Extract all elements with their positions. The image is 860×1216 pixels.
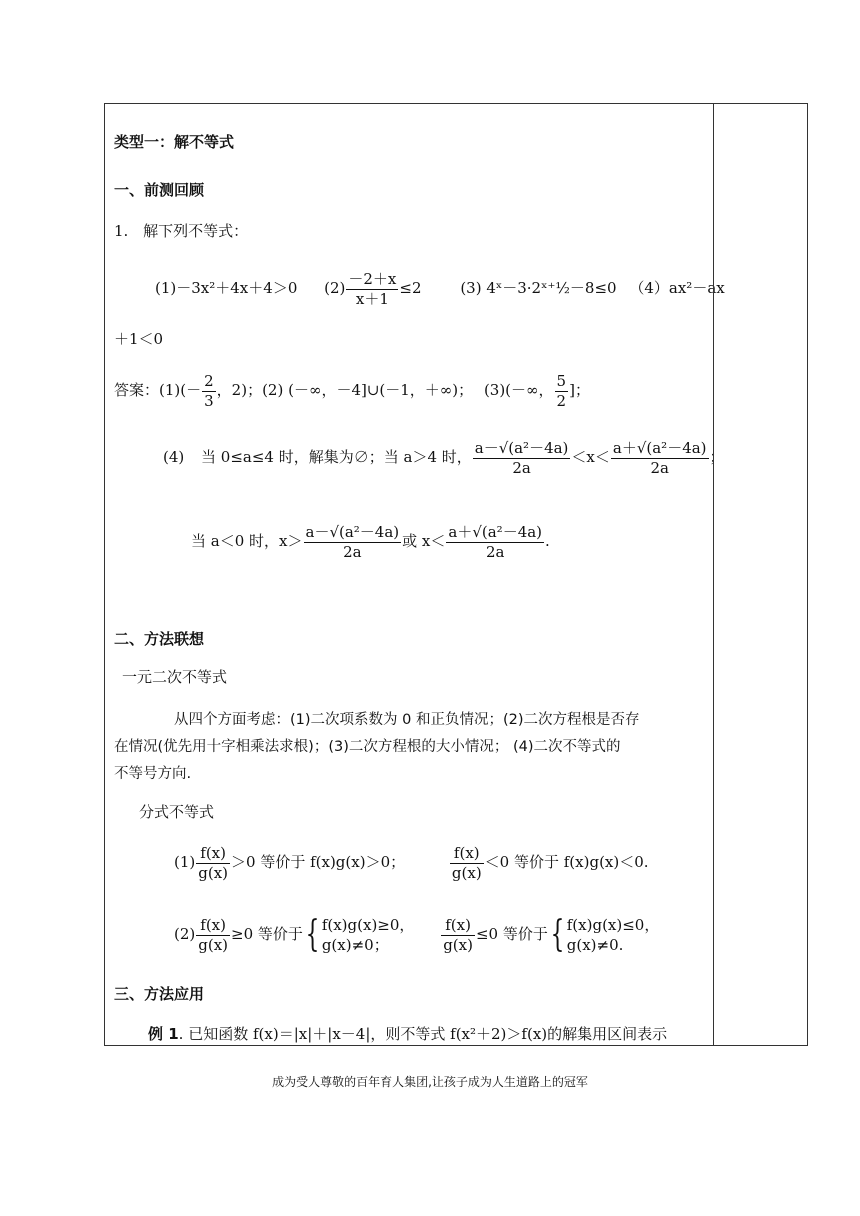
section-pretest-title: 一、前测回顾 bbox=[114, 181, 205, 199]
frac-rule-2b-fraction bbox=[441, 917, 475, 954]
answer-1-denominator: 3 bbox=[204, 391, 214, 410]
problem-2-fraction bbox=[346, 271, 398, 308]
answer-4-label: (4) bbox=[163, 448, 185, 466]
case2-root-plus-fraction bbox=[446, 524, 544, 561]
quadratic-line-2: 在情况(优先用十字相乘法求根)；(3)二次方程根的大小情况； (4)二次不等式的 bbox=[114, 739, 621, 755]
frac-rule-1a: ＞0 等价于 f(x)g(x)＞0； bbox=[231, 853, 406, 871]
case-b-1: f(x)g(x)≤0， bbox=[566, 916, 660, 934]
between-sign: ＜x＜ bbox=[571, 448, 610, 466]
problem-2-label: (2) bbox=[324, 279, 346, 297]
example-1 bbox=[148, 1025, 667, 1043]
quadratic-title: 一元二次不等式 bbox=[122, 668, 228, 686]
case2-root-minus-denominator: 2a bbox=[343, 542, 362, 561]
gx-denominator-d: g(x) bbox=[443, 935, 473, 954]
answer-row-5 bbox=[191, 519, 550, 563]
root-plus-denominator: 2a bbox=[650, 458, 669, 477]
section-method-title: 二、方法联想 bbox=[114, 630, 205, 648]
question-1 bbox=[114, 222, 248, 240]
case2-root-minus-numerator: a－√(a²－4a) bbox=[305, 522, 400, 541]
problem-2-denominator: x＋1 bbox=[355, 289, 389, 308]
case-b-2: g(x)≠0. bbox=[566, 936, 624, 954]
answer-3-denominator: 2 bbox=[556, 391, 567, 410]
content-table bbox=[104, 103, 808, 1046]
problem-2-rhs: ≤2 bbox=[399, 279, 422, 297]
quadratic-line-1: 从四个方面考虑：(1)二次项系数为 0 和正负情况；(2)二次方程根是否存 bbox=[174, 712, 640, 728]
frac-rule-2-label: (2) bbox=[174, 925, 196, 943]
root-minus-denominator: 2a bbox=[512, 458, 531, 477]
answer-row-4 bbox=[163, 435, 725, 479]
fx-numerator-b: f(x) bbox=[450, 845, 484, 864]
answer-row-1 bbox=[114, 368, 590, 412]
question-text: 解下列不等式： bbox=[143, 222, 249, 240]
example-1-label: 例 1 bbox=[148, 1025, 179, 1043]
problems-row bbox=[155, 267, 725, 309]
root-minus-numerator: a－√(a²－4a) bbox=[474, 438, 569, 457]
problem-1-label: (1) bbox=[155, 279, 177, 297]
cases-b bbox=[567, 915, 660, 955]
answer-1-fraction bbox=[202, 373, 216, 410]
gx-denominator-b: g(x) bbox=[451, 863, 482, 882]
case2-root-plus-numerator: a＋√(a²－4a) bbox=[448, 522, 543, 541]
problem-1-expr: －3x²＋4x＋4＞0 bbox=[176, 279, 298, 297]
problem-2-numerator: －2＋x bbox=[348, 269, 397, 288]
gx-denominator: g(x) bbox=[198, 863, 229, 882]
frac-rule-1b: ＜0 等价于 f(x)g(x)＜0. bbox=[484, 853, 649, 871]
frac-rule-1-label: (1) bbox=[174, 853, 196, 871]
answer-3-numerator: 5 bbox=[556, 371, 567, 390]
answer-case2-or: 或 x＜ bbox=[402, 532, 446, 550]
frac-rule-2 bbox=[174, 912, 659, 956]
answer-3-close: ]； bbox=[569, 381, 590, 399]
answer-4-semicolon: ； bbox=[709, 448, 725, 466]
problem-4-continued: ＋1＜0 bbox=[114, 330, 164, 348]
left-brace-b: { bbox=[550, 914, 565, 955]
frac-rule-2a-fraction bbox=[196, 917, 230, 954]
problem-3-expr: 4ˣ－3·2ˣ⁺½－8≤0 bbox=[486, 279, 617, 297]
fx-numerator: f(x) bbox=[196, 845, 230, 864]
frac-rule-1b-fraction bbox=[450, 845, 484, 882]
frac-rule-1 bbox=[174, 840, 649, 884]
question-number: 1. bbox=[114, 222, 129, 240]
answer-4-case1: 当 0≤a≤4 时，解集为∅；当 a＞4 时， bbox=[201, 448, 472, 466]
cases-a bbox=[322, 915, 415, 955]
answer-prefix: 答案： bbox=[114, 381, 160, 399]
answer-1-open: (1)(－ bbox=[159, 381, 202, 399]
answer-3-open: (3)(－∞， bbox=[483, 381, 554, 399]
column-divider bbox=[713, 104, 714, 1045]
fx-numerator-c: f(x) bbox=[196, 917, 230, 936]
problem-3-label: (3) bbox=[460, 279, 482, 297]
frac-rule-2b: ≤0 等价于 bbox=[475, 925, 548, 943]
answer-2: (2) (－∞，－4]∪(－1，＋∞)； bbox=[262, 381, 474, 399]
root-plus-fraction bbox=[611, 440, 709, 477]
root-plus-numerator: a＋√(a²－4a) bbox=[612, 438, 707, 457]
page-footer: 成为受人尊敬的百年育人集团,让孩子成为人生道路上的冠军 bbox=[272, 1075, 588, 1089]
example-1-text: . 已知函数 f(x)＝|x|＋|x－4|，则不等式 f(x²＋2)＞f(x)的解集用区间表示 bbox=[178, 1025, 668, 1043]
frac-rule-2a: ≥0 等价于 bbox=[231, 925, 303, 943]
answer-case2-period: . bbox=[545, 532, 550, 550]
section-application-title: 三、方法应用 bbox=[114, 985, 205, 1003]
case2-root-minus-fraction bbox=[304, 524, 402, 561]
gx-denominator-c: g(x) bbox=[198, 935, 229, 954]
answer-1-numerator: 2 bbox=[204, 371, 214, 390]
fraction-title: 分式不等式 bbox=[139, 803, 215, 821]
quadratic-line-3: 不等号方向. bbox=[114, 766, 192, 782]
problem-4-expr: ax²－ax bbox=[668, 279, 725, 297]
main-cell bbox=[105, 104, 725, 1045]
problem-4-label: （4） bbox=[629, 279, 669, 297]
root-minus-fraction bbox=[473, 440, 571, 477]
fx-numerator-d: f(x) bbox=[441, 917, 475, 936]
case2-root-plus-denominator: 2a bbox=[485, 542, 505, 561]
type-heading: 类型一：解不等式 bbox=[114, 133, 235, 151]
answer-case2-xgt: x＞ bbox=[279, 532, 303, 550]
case-a-1: f(x)g(x)≥0， bbox=[321, 916, 415, 934]
case-a-2: g(x)≠0； bbox=[321, 936, 389, 954]
answer-case2-prefix: 当 a＜0 时， bbox=[191, 532, 280, 550]
frac-rule-1a-fraction bbox=[196, 845, 230, 882]
answer-3-fraction bbox=[555, 373, 569, 410]
answer-1-close: ，2)； bbox=[216, 381, 263, 399]
left-brace-a: { bbox=[305, 914, 320, 955]
